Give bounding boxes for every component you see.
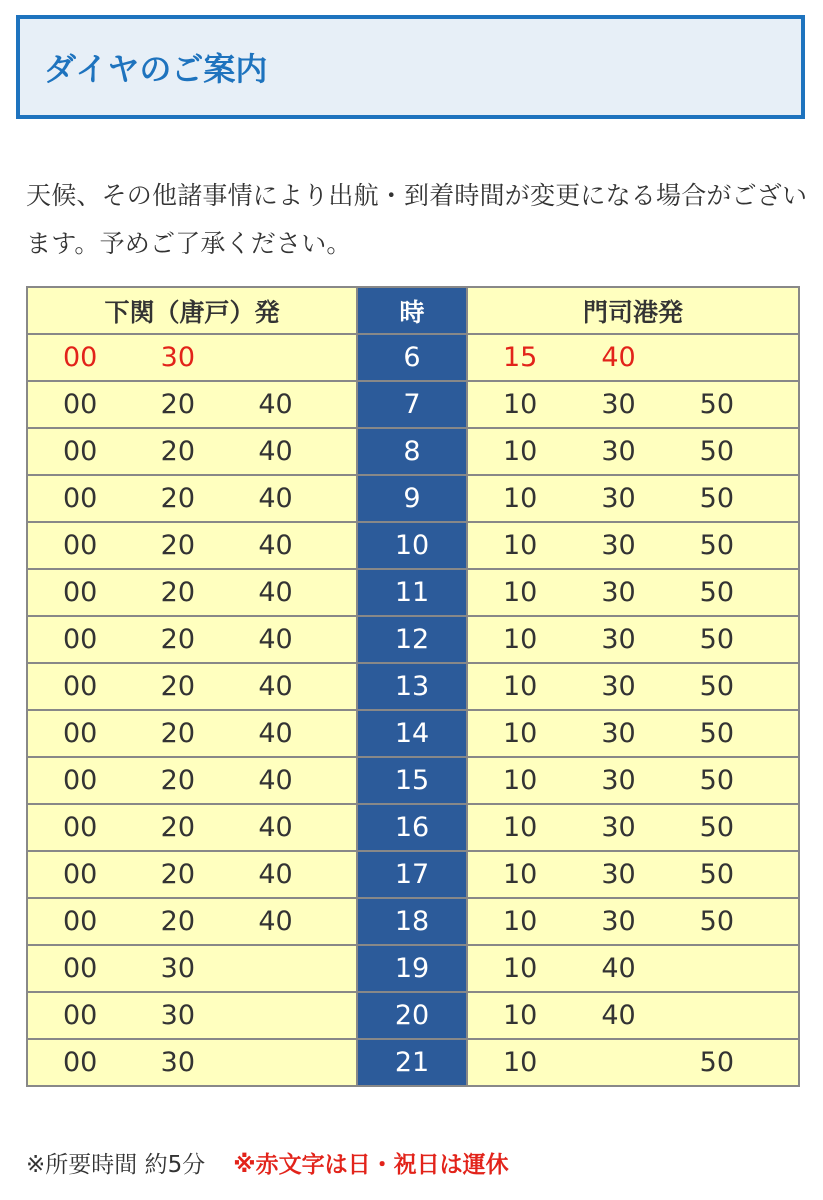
- departure-minute: 30: [160, 1047, 196, 1078]
- departure-minute: 30: [601, 483, 636, 514]
- departure-minute: 10: [503, 389, 538, 420]
- departure-minute: 00: [63, 342, 98, 373]
- departure-minute: 30: [601, 906, 636, 937]
- departure-minute: [258, 342, 356, 373]
- shimonoseki-departures-cell: [27, 663, 357, 710]
- departure-minute: 00: [63, 1047, 98, 1078]
- departure-minute: 20: [160, 859, 196, 890]
- departure-minute: 00: [63, 718, 98, 749]
- departure-minute: 15: [503, 342, 538, 373]
- departure-minute: 00: [63, 906, 98, 937]
- hour-cell: 17: [357, 851, 467, 898]
- departure-minute: 40: [258, 671, 293, 702]
- departure-minute: 50: [699, 436, 735, 467]
- hour-cell: 8: [357, 428, 467, 475]
- departure-minute: 20: [160, 436, 196, 467]
- hour-cell: 11: [357, 569, 467, 616]
- departure-minute: 30: [601, 624, 636, 655]
- departure-minute: 00: [63, 953, 98, 984]
- shimonoseki-departures-cell: [27, 381, 357, 428]
- departure-minute: 50: [699, 765, 735, 796]
- shimonoseki-departures-cell: [27, 992, 357, 1039]
- departure-minute: 30: [160, 953, 196, 984]
- timetable-row: [27, 898, 799, 945]
- departure-minute: 50: [699, 906, 735, 937]
- hour-cell: 20: [357, 992, 467, 1039]
- departure-minute: 10: [503, 812, 538, 843]
- shimonoseki-departures-cell: [27, 334, 357, 381]
- mojiko-departures-cell: [467, 569, 799, 616]
- departure-minute: 40: [258, 483, 293, 514]
- timetable-row: [27, 475, 799, 522]
- departure-minute: 00: [63, 859, 98, 890]
- hour-cell: 16: [357, 804, 467, 851]
- timetable-row: [27, 804, 799, 851]
- mojiko-departures-cell: [467, 1039, 799, 1086]
- departure-minute: 30: [601, 577, 636, 608]
- mojiko-departures-cell: [467, 428, 799, 475]
- hour-cell: 19: [357, 945, 467, 992]
- shimonoseki-departures-cell: [27, 851, 357, 898]
- departure-minute: 10: [503, 906, 538, 937]
- departure-minute: 50: [699, 483, 735, 514]
- mojiko-departures-cell: [467, 851, 799, 898]
- departure-minute: 50: [699, 530, 735, 561]
- departure-minute: 10: [503, 765, 538, 796]
- departure-minute: 10: [503, 953, 538, 984]
- departure-minute: 20: [160, 389, 196, 420]
- mojiko-departure-header: 門司港発: [467, 287, 799, 334]
- departure-minute: 00: [63, 1000, 98, 1031]
- departure-minute: 10: [503, 436, 538, 467]
- departure-minute: 20: [160, 483, 196, 514]
- departure-minute: 00: [63, 765, 98, 796]
- departure-minute: 30: [601, 718, 636, 749]
- timetable-row: [27, 522, 799, 569]
- timetable-row: [27, 381, 799, 428]
- departure-minute: 50: [699, 812, 735, 843]
- departure-minute: 00: [63, 436, 98, 467]
- shimonoseki-departures-cell: [27, 569, 357, 616]
- hour-cell: 14: [357, 710, 467, 757]
- departure-minute: 30: [160, 342, 196, 373]
- departure-minute: 00: [63, 389, 98, 420]
- mojiko-departures-cell: [467, 616, 799, 663]
- section-header: [16, 15, 805, 119]
- hour-cell: 9: [357, 475, 467, 522]
- mojiko-departures-cell: [467, 663, 799, 710]
- footer-note: [26, 1150, 509, 1180]
- shimonoseki-departures-cell: [27, 475, 357, 522]
- departure-minute: [258, 1047, 356, 1078]
- timetable-row: [27, 428, 799, 475]
- departure-minute: 50: [699, 671, 735, 702]
- hour-cell: 18: [357, 898, 467, 945]
- timetable-row: [27, 710, 799, 757]
- departure-minute: [700, 342, 798, 373]
- departure-minute: 50: [699, 859, 735, 890]
- departure-minute: 40: [258, 624, 293, 655]
- departure-minute: 10: [503, 718, 538, 749]
- departure-minute: 00: [63, 624, 98, 655]
- shimonoseki-departures-cell: [27, 428, 357, 475]
- departure-minute: 40: [258, 436, 293, 467]
- mojiko-departures-cell: [467, 381, 799, 428]
- departure-minute: 30: [160, 1000, 196, 1031]
- departure-minute: [700, 953, 798, 984]
- shimonoseki-departures-cell: [27, 710, 357, 757]
- timetable-row: [27, 334, 799, 381]
- departure-minute: 30: [601, 436, 636, 467]
- hour-header: 時: [357, 287, 467, 334]
- departure-minute: 40: [601, 342, 636, 373]
- departure-minute: 30: [601, 389, 636, 420]
- departure-minute: 20: [160, 577, 196, 608]
- departure-minute: 00: [63, 483, 98, 514]
- departure-minute: 40: [601, 953, 636, 984]
- departure-minute: 40: [258, 765, 293, 796]
- departure-minute: 30: [601, 671, 636, 702]
- shimonoseki-departures-cell: [27, 1039, 357, 1086]
- departure-minute: 40: [258, 906, 293, 937]
- timetable-row: [27, 757, 799, 804]
- departure-minute: 20: [160, 812, 196, 843]
- departure-minute: 40: [258, 812, 293, 843]
- holiday-suspension-warning: ※赤文字は日・祝日は運休: [233, 1152, 509, 1178]
- shimonoseki-departure-header: 下関（唐戸）発: [27, 287, 357, 334]
- shimonoseki-departures-cell: [27, 945, 357, 992]
- departure-minute: 10: [503, 577, 538, 608]
- mojiko-departures-cell: [467, 522, 799, 569]
- shimonoseki-departures-cell: [27, 804, 357, 851]
- ferry-timetable: [26, 286, 800, 1087]
- mojiko-departures-cell: [467, 710, 799, 757]
- departure-minute: 10: [503, 1000, 538, 1031]
- departure-minute: 20: [160, 671, 196, 702]
- hour-cell: 6: [357, 334, 467, 381]
- shimonoseki-departures-cell: [27, 898, 357, 945]
- departure-minute: 50: [699, 718, 735, 749]
- departure-minute: 20: [160, 718, 196, 749]
- departure-minute: [258, 953, 356, 984]
- hour-cell: 7: [357, 381, 467, 428]
- schedule-notice: 天候、その他諸事情により出航・到着時間が変更になる場合がございます。予めご了承ください。: [26, 181, 808, 258]
- hour-cell: 10: [357, 522, 467, 569]
- departure-minute: 30: [601, 765, 636, 796]
- departure-minute: 00: [63, 812, 98, 843]
- departure-minute: 30: [601, 812, 636, 843]
- mojiko-departures-cell: [467, 804, 799, 851]
- departure-minute: 10: [503, 859, 538, 890]
- hour-cell: 13: [357, 663, 467, 710]
- departure-minute: 40: [258, 530, 293, 561]
- timetable-row: [27, 569, 799, 616]
- departure-minute: 20: [160, 906, 196, 937]
- timetable-row: [27, 663, 799, 710]
- departure-minute: 10: [503, 1047, 538, 1078]
- timetable-header-row: [27, 287, 799, 334]
- timetable-body: [27, 334, 799, 1086]
- mojiko-departures-cell: [467, 334, 799, 381]
- mojiko-departures-cell: [467, 757, 799, 804]
- timetable-row: [27, 945, 799, 992]
- hour-cell: 21: [357, 1039, 467, 1086]
- timetable-row: [27, 616, 799, 663]
- shimonoseki-departures-cell: [27, 616, 357, 663]
- departure-minute: 50: [699, 577, 735, 608]
- departure-minute: 30: [601, 859, 636, 890]
- departure-minute: 00: [63, 577, 98, 608]
- departure-minute: [601, 1047, 699, 1078]
- mojiko-departures-cell: [467, 992, 799, 1039]
- departure-minute: 10: [503, 671, 538, 702]
- departure-minute: 10: [503, 530, 538, 561]
- mojiko-departures-cell: [467, 898, 799, 945]
- departure-minute: 20: [160, 624, 196, 655]
- departure-minute: 40: [601, 1000, 636, 1031]
- departure-minute: [700, 1000, 798, 1031]
- departure-minute: 40: [258, 389, 293, 420]
- mojiko-departures-cell: [467, 475, 799, 522]
- departure-minute: 40: [258, 718, 293, 749]
- departure-minute: 50: [699, 389, 735, 420]
- shimonoseki-departures-cell: [27, 522, 357, 569]
- timetable-row: [27, 851, 799, 898]
- departure-minute: 30: [601, 530, 636, 561]
- departure-minute: 50: [699, 624, 735, 655]
- mojiko-departures-cell: [467, 945, 799, 992]
- hour-cell: 12: [357, 616, 467, 663]
- hour-cell: 15: [357, 757, 467, 804]
- shimonoseki-departures-cell: [27, 757, 357, 804]
- departure-minute: 00: [63, 671, 98, 702]
- timetable-row: [27, 992, 799, 1039]
- departure-minute: 40: [258, 577, 293, 608]
- travel-duration-note: ※所要時間 約5分: [26, 1152, 206, 1178]
- departure-minute: 40: [258, 859, 293, 890]
- departure-minute: 10: [503, 624, 538, 655]
- departure-minute: 20: [160, 530, 196, 561]
- departure-minute: 50: [699, 1047, 735, 1078]
- departure-minute: 20: [160, 765, 196, 796]
- departure-minute: [258, 1000, 356, 1031]
- departure-minute: 00: [63, 530, 98, 561]
- timetable-row: [27, 1039, 799, 1086]
- departure-minute: 10: [503, 483, 538, 514]
- page-title: ダイヤのご案内: [44, 50, 268, 88]
